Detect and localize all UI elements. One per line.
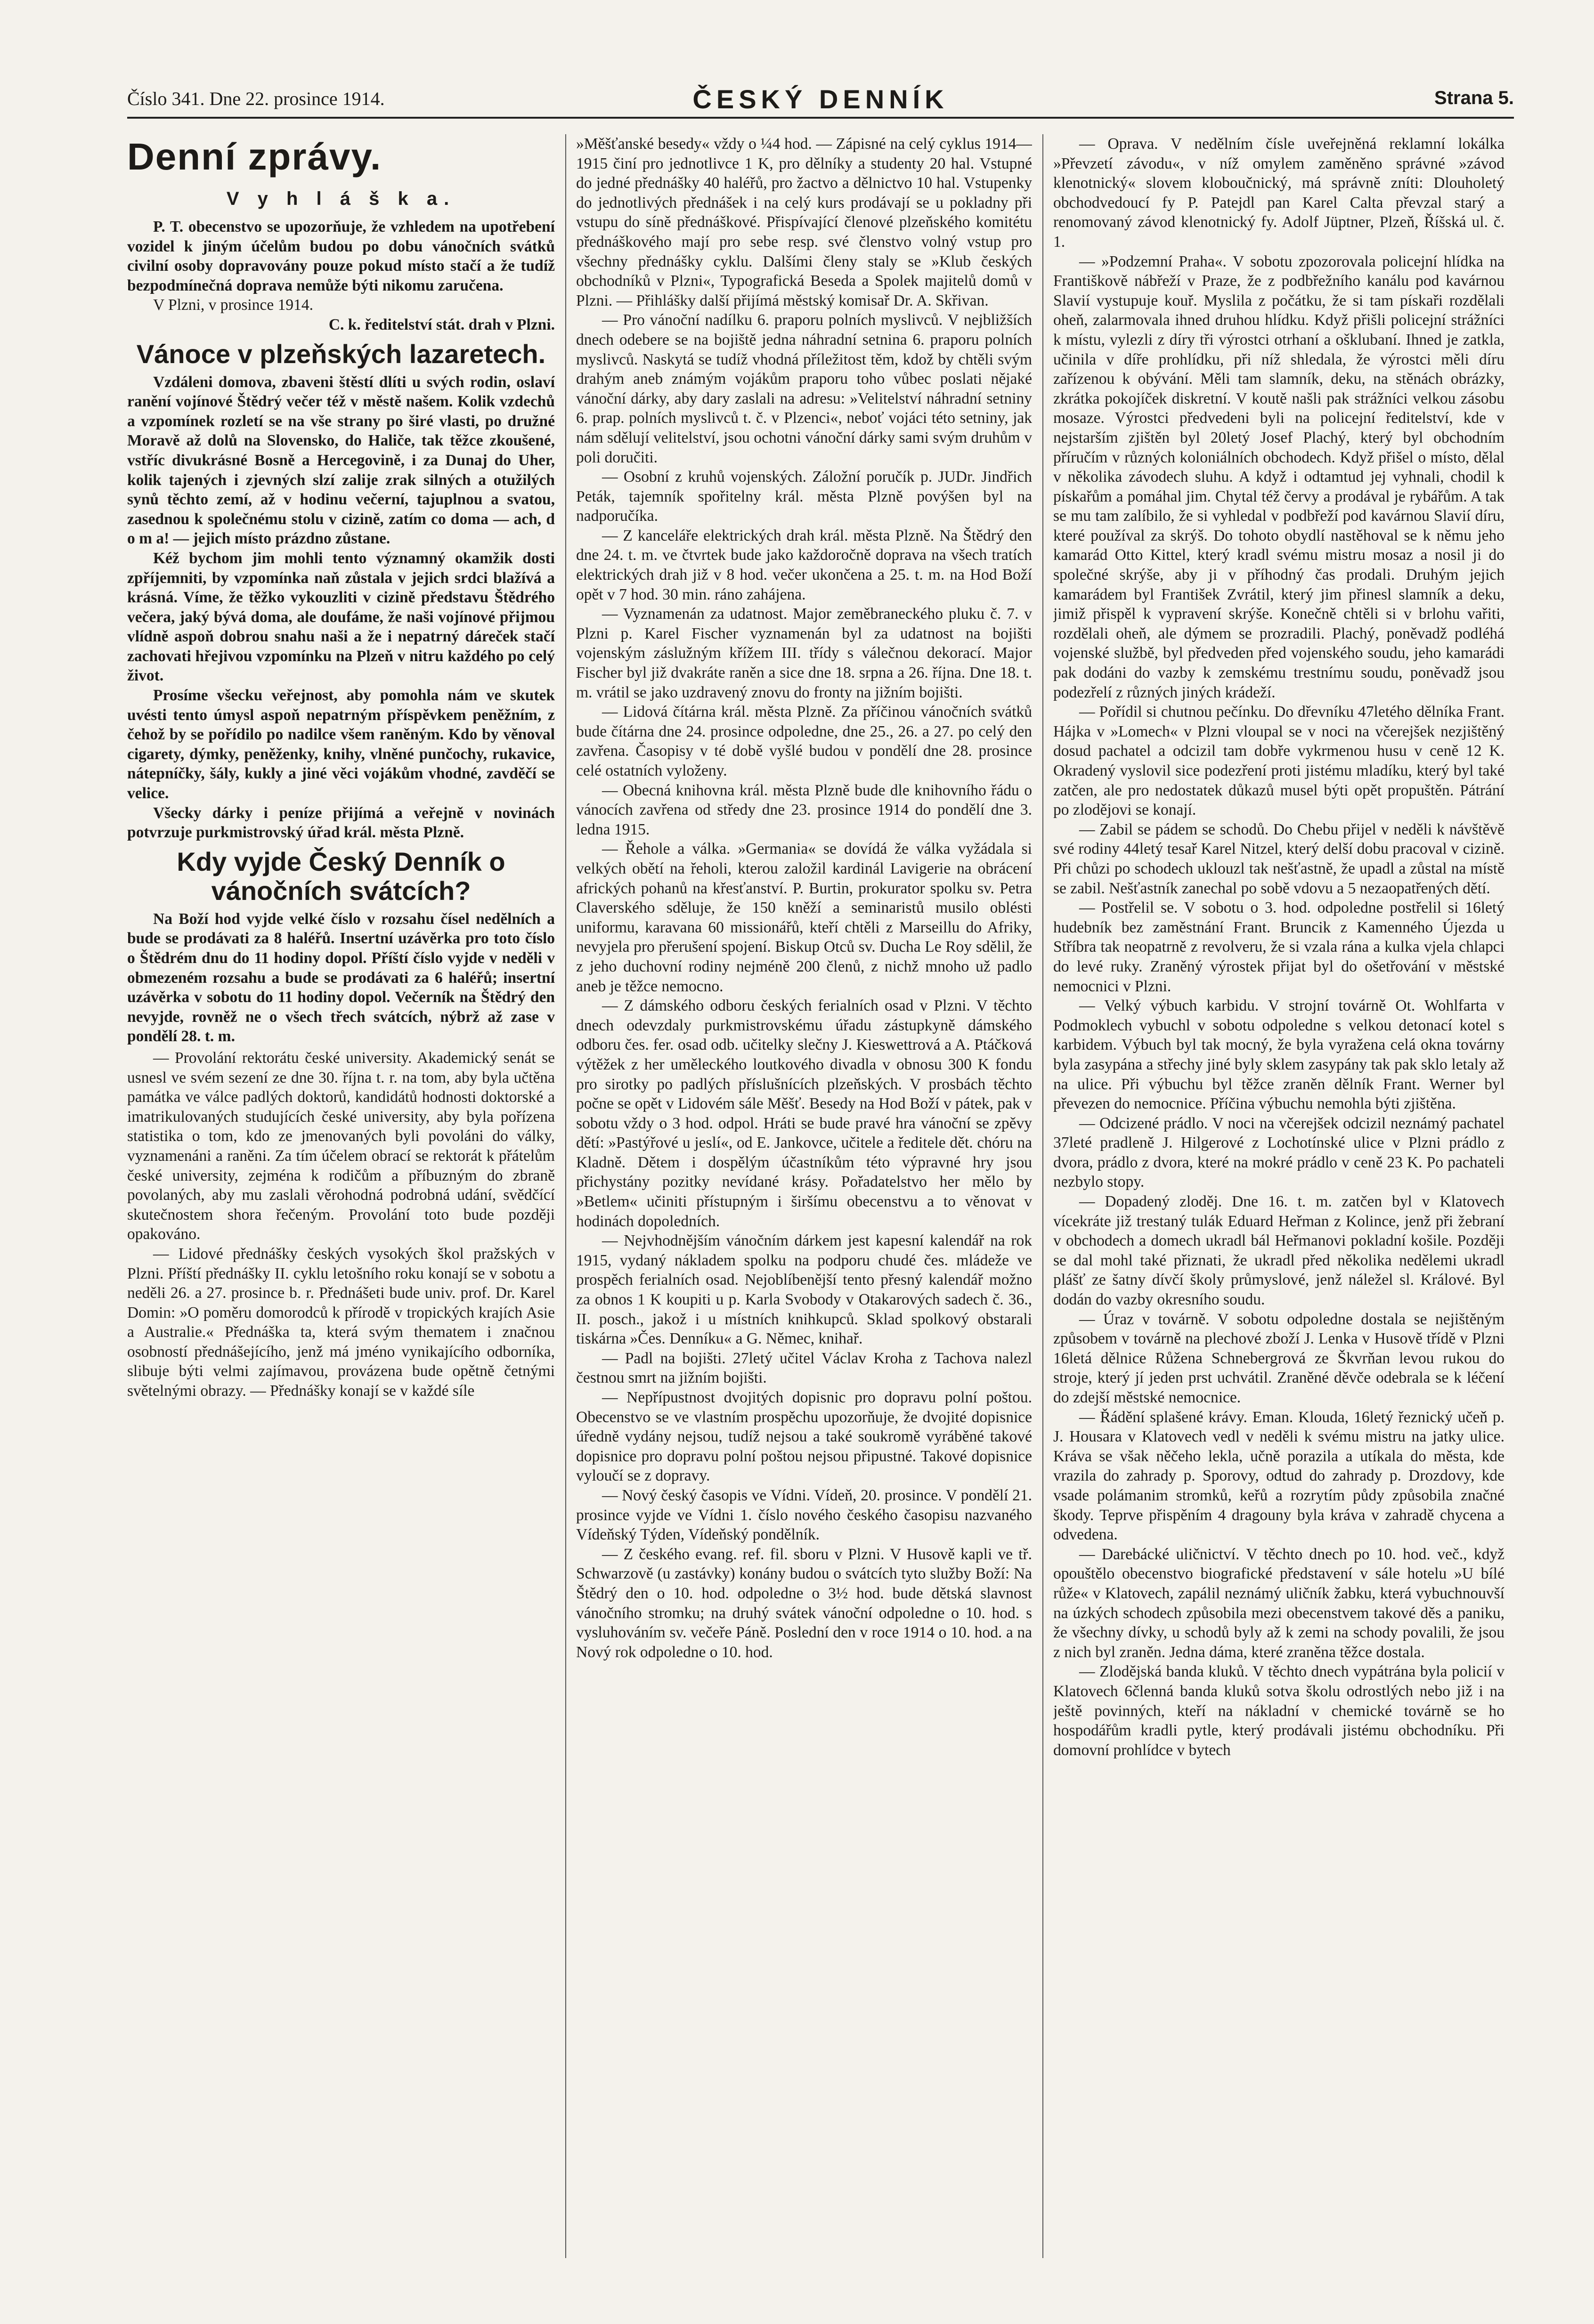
kdy-vyjde-title: Kdy vyjde Český Denník o vánočních svátcích? xyxy=(177,846,505,906)
article-kancelare: — Z kanceláře elektrických drah král. města Plzně. Na Štědrý den dne 24. t. m. ve čtvrtek bude jako každoročně doprava na všech tratích elektrických drah již v 8 hod. večer ukončena a 25. t. m. na Hod Boží opět v 7 hod. 30 min. ráno zahájena. xyxy=(576,526,1032,603)
section-title: Denní zprávy. xyxy=(127,136,382,178)
article-neprípustnost: — Nepřípustnost dvojitých dopisnic pro dopravu polní poštou. Obecenstvo se ve vlastním prospěchu upozorňuje, že dvojité dopisnice úředně vydány nejsou, tudíž nejsou a také soukromě vyráběné takové dopisnice pro dopravu polní poštou nejsou připustné. Takové dopisnice vyloučí se z dopravy. xyxy=(576,1389,1032,1485)
article-zlodejska: — Zlodějská banda kluků. V těchto dnech vypátrána byla policií v Klatovech 6členná banda kluků sotva školu odrostlých nebo již i na ještě povinných, kteří na nákladní v chemické továrně se ho hospodářům kradli pytle, který prodávali jistému obchodníku. Při domovní prohlídce v bytech xyxy=(1053,1663,1505,1759)
vyhlaska-place: V Plzni, v prosince 1914. xyxy=(153,296,313,314)
article-continuation: »Měšťanské besedy« vždy o ¼4 hod. — Zápisné na celý cyklus 1914—1915 činí pro jednotlivce 1 K, pro dělníky a studenty 20 hal. Vstupné do jedné přednášky 40 haléřů, pro žactvo a dělnictvo 10 hal. Vstupenky do jednotlivých přednášek i na celý kurs prodávají se u pokladny při vstupu do síně přednáškové. Přispívající členové plzeňského komitétu přednáškového mají pro sebe resp. své členstvo volný vstup pro všechny přednášky cyklu. Dalšími členy staly se »Klub českých obchodníků v Plzni«, Typografická Beseda a Spolek majitelů domů v Plzni. — Přihlášky další přijímá městský komisař Dr. A. Skřivan. xyxy=(576,135,1032,309)
column-3 xyxy=(1053,134,1505,2258)
column-divider xyxy=(1042,134,1043,2258)
article-dopadeny: — Dopadený zloděj. Dne 16. t. m. zatčen byl v Klatovech vícekráte již trestaný tulák Eduard Heřman z Kolince, jenž při žebraní v obchodech a domech ukradl bál Heřmanovi pokladní košile. Později se dal mohl také přiznati, že ukradl před několika nedělemi ukradl plášť ze šatny dívčí školy průmyslové, jenž náležel sl. Králové. Byl dodán do vazby okresního soudu. xyxy=(1053,1193,1505,1309)
article-nadilka: — Pro vánoční nadílku 6. praporu polních myslivců. V nejbližších dnech odebere se na bojiště jedna náhradní setnina 6. praporu polních myslivců. Naskytá se tudíž vhodná příležitost těm, kdož by chtěli svým drahým aneb známým vojákům praporu toho vůbec poslati nějaké vánoční dárky, aby dary zaslali na adresu: »Velitelství náhradní setniny 6. prap. polních myslivců t. č. v Plzenci«, neboť vojáci této setniny, jak nám sdělují velitelství, jsou ochotni vánoční dárky sami svým druhům v poli doručiti. xyxy=(576,311,1032,466)
article-postrelil: — Postřelil se. V sobotu o 3. hod. odpoledne postřelil si 16letý hudebník bez zaměstnání Frant. Bruncik z Kamenného Újezda u Stříbra tak neopatrně z revolveru, že si vzala rána a kulka vjela chlapci do levé ruky. Zraněný výrostek přijat byl do ošetřování v městské nemocnici v Plzni. xyxy=(1053,899,1505,995)
prednasky-article: — Lidové přednášky českých vysokých škol pražských v Plzni. Příští přednášky II. cyklu letošního roku konají se v sobotu a neděli 26. a 27. prosince b. r. Přednášeti bude univ. prof. Dr. Karel Domin: »O poměru domorodců k přírodě v tropických krajích Asie a Australie.« Přednáška ta, která svým thematem i značnou osobností přednášejícího, jenž má jméno vynikajícího odborníka, slibuje býti velmi zajímavou, provázena bude opětně četnými světelnými obrazy. — Přednášky konají se v každé síle xyxy=(127,1245,555,1400)
article-vybuch: — Velký výbuch karbidu. V strojní továrně Ot. Wohlfarta v Podmoklech vybuchl v sobotu odpoledne s velkou detonací kotel s karbidem. Výbuch byl tak mocný, že byla vyražena celá okna továrny byla zasypána a střechy jiné byly sklem zasypány tak pak sklo letaly až na ulice. Při výbuchu byl těžce zraněn dělník Frant. Werner byl převezen do nemocnice. Příčina výbuchu nemohla býti zjištěna. xyxy=(1053,997,1505,1113)
masthead-title: ČESKÝ DENNÍK xyxy=(692,84,949,114)
column-2 xyxy=(576,134,1032,2258)
article-radeni: — Řádění splašené krávy. Eman. Klouda, 16letý řeznický učeň p. J. Housara v Klatovech vedl v neděli k svému mistru na jatky ulice. Kráva se však něčeho lekla, učně porazila a utíkala do města, kde vrazila do zahrady p. Sporovy, odtud do zahrady p. Drozdovy, kde vsade polámanim stromků, keřů a rozrytím půdy způsobila značné škody. Teprve přispěním 4 dragouny byla kráva v zahradě chycena a odvedena. xyxy=(1053,1408,1505,1544)
article-rehole: — Řehole a válka. »Germania« se dovídá že válka vyžádala si velkých obětí na řeholi, kterou založil kardinál Lavigerie na obrácení afrických pohanů na křesťanství. P. Burtin, prokurator spolku sv. Petra Claverského sděluje, že 150 kněží a seminaristů musilo oblésti uniformu, karavana 60 missionářů, kteří chtěli z Marseillu do Afriky, nevyjela pro přerušení spojení. Biskup Otců sv. Ducha Le Roy sdělil, že z jeho duchovní rodiny nejméně 200 členů, z nichž mnoho už padlo aneb je těžce nemocno. xyxy=(576,840,1032,995)
article-podzemni: — »Podzemní Praha«. V sobotu zpozorovala policejní hlídka na Františkově nábřeží v Praze, že z podbřežního kanálu pod kavárnou Slavií vystupuje kouř. Myslila z počátku, že si tam pískaři rozdělali oheň, zalarmovala ihned druhou hlídku. Když přišli policejní strážníci k místu, vylezli z díry tři výrostci otrhaní a ošklubaní. Ihned je zatkla, učinila v díře prohlídku, při níž shledala, že výrostci měli díru zařízenou k obývání. Měli tam slamník, deku, na stěnách obrázky, zkrátka pokojíček diskretní. V koutě našli pak strážníci velkou zásobu mosaze. Výrostci předvedeni byli na policejní ředitelství, kde v nejstarším zjištěn byl 20letý Josef Plachý, který byl obchodním příručím v různých koloniálních obchodech. Když přišel o místo, dělal v několika závodech sluhu. A když i odtamtud jej vyhnali, chodil k pískařům a pomáhal jim. Chytal též červy a prodával je rybářům. A tak se mu tam zalíbilo, že si vyhledal v podbřeží pod kavárnou Slavií díru, které používal za skrýš. Do tohoto obydlí nastěhoval se k němu jeho kamarád Otto Kittel, který kradl svému mistru mosaz a nosil ji do společné skrýše, aby ji v příhodný čas prodali. Druhým jejich kamarádem byl František Zvrátil, který jim přinesl slamník a deku, jimiž přispěl k vypravení skrýše. Konečně chtěli si v brlohu vařiti, rozdělali oheň, ale dýmem se prozradili. Plachý, poněvadž podléhá vojenské službě, byl předveden před vojenského soudu, jeho kamarádi pak dodáni do vazby k zemskému trestnímu soudu, poněvadž jsou podezřelí z různých jiných krádeží. xyxy=(1053,252,1505,701)
page-header xyxy=(127,84,1514,119)
vanoce-paragraph: Prosíme všecku veřejnost, aby pomohla nám ve skutek uvésti tento úmysl aspoň nepatrným příspěvkem peněžním, z čehož by se pořídilo po nadilce všem raněným. Kdo by věnoval cigarety, dýmky, peněženky, knihy, vlněné punčochy, rukavice, nátepníčky, šály, kukly a jiné věci vojákům vhodné, zavděčí se velice. xyxy=(127,687,555,802)
column-1 xyxy=(127,134,555,2258)
kdy-vyjde-body: Na Boží hod vyjde velké číslo v rozsahu čísel nedělních a bude se prodávati za 8 haléřů. Insertní uzávěrka pro toto číslo o Štědrém dnu do 11 hodiny dopol. Příští číslo vyjde v neděli v obmezeném rozsahu a bude se prodávati za 6 haléřů; insertní uzávěrka v sobotu do 11 hodiny dopol. Večerník na Štědrý den nevyjde, rovněž ne o všech třech svátcích, nýbrž až zase v pondělí 28. t. m. xyxy=(127,910,555,1045)
article-poridil: — Pořídil si chutnou pečínku. Do dřevníku 47letého dělníka Frant. Hájka v »Lomech« v Plzni vloupal se v noci na včerejšek nezjištěný dosud pachatel a odcizil tam dobře vykrmenou husu v ceně 12 K. Okradený vyslovil sice podezření proti jistému mladíku, který byl také zatčen, ale pro nedostatek důkazů musel býti opět propuštěn. Pátrání po zlodějovi se konají. xyxy=(1053,703,1505,819)
vanoce-paragraph: Všecky dárky i peníze přijímá a veřejně v novinách potvrzuje purkmistrovský úřad král. města Plzně. xyxy=(127,804,555,842)
column-divider xyxy=(565,134,566,2258)
article-citarna: — Lidová čítárna král. města Plzně. Za příčinou vánočních svátků bude čítárna dne 24. prosince odpoledne, dne 25., 26. a 27. po celý den zavřena. Časopisy v té době vyšlé budou v pondělí dne 28. prosince celé ostatních vyloženy. xyxy=(576,703,1032,779)
article-uraz: — Úraz v továrně. V sobotu odpoledne dostala se nejištěným způsobem v továrně na plechové zboží J. Lenka v Husově třídě v Plzni 16letá dělnice Růžena Schnebergrová ze Škvrňan levou rukou do stroje, který jí jeden prst uchvátil. Zraněné děvče odebrala se k léčení do zdejší městské nemocnice. xyxy=(1053,1310,1505,1406)
provolani-article: — Provolání rektorátu české university. Akademický senát se usnesl ve svém sezení ze dne 30. října t. r. na tom, aby byla učtěna památka ve válce padlých doktorů, kandidátů hodnosti doktorské a imatrikulovaných studujících české university, aby byla pořízena statistika o tom, kdo ze jmenovaných byli povoláni do války, vyznamenáni a raněni. Za tím účelem obrací se rektorát k přátelům české university, zejména k rodičům a příbuzným do zbraně povolaných, aby mu zaslali věrohodná podrobná udání, svědčící skutečnostem shora řečeným. Provolání toto bude později opakováno. xyxy=(127,1049,555,1243)
article-knihovna: — Obecná knihovna král. města Plzně bude dle knihovního řádu o vánocích zavřena od středy dne 23. prosince 1914 do pondělí dne 3. ledna 1915. xyxy=(576,781,1032,838)
vyhlaska-body: P. T. obecenstvo se upozorňuje, že vzhledem na upotřebení vozidel k jiným účelům budou po dobu vánočních svátků civilní osoby dopravovány pouze pokud místo stačí a že tudíž bezpodmínečná doprava nemůže býti nikomu zaručena. xyxy=(127,218,555,294)
page-number: Strana 5. xyxy=(1434,88,1514,108)
article-evang: — Z českého evang. ref. fil. sboru v Plzni. V Husově kapli ve tř. Schwarzově (u zastávky) konány budou o svátcích tyto služby Boží: Na Štědrý den o 10. hod. odpoledne o 3½ hod. bude dětská slavnost vánočního stromku; na druhý svátek vánoční odpoledne o 10. hod. s vysluhováním sv. večeře Páně. Poslední den v roce 1914 o 10. hod. a na Nový rok odpoledne o 10. hod. xyxy=(576,1545,1032,1661)
article-padl: — Padl na bojišti. 27letý učitel Václav Kroha z Tachova nalezl čestnou smrt na jižním bojišti. xyxy=(576,1349,1032,1387)
vyhlaska-title: V y h l á š k a. xyxy=(226,188,456,209)
vanoce-paragraph: Kéž bychom jim mohli tento významný okamžik dosti zpříjemniti, by vzpomínka naň zůstala v jejich srdci blažívá a krásná. Víme, že těžko vykouzliti v cizině představu Štědrého večera, jaký bývá doma, ale doufáme, že naši vojínové přijmou vlídně aspoň dobrou snahu naši a že i nepatrný dáreček stačí zachovati hřejivou vzpomínku na Plzeň v nitru každého po celý život. xyxy=(127,549,555,685)
issue-date: Číslo 341. Dne 22. prosince 1914. xyxy=(127,88,385,109)
article-osobni: — Osobní z kruhů vojenských. Záložní poručík p. JUDr. Jindřich Peták, tajemník spořitelny král. města Plzně povýšen byl na nadporučíka. xyxy=(576,468,1032,525)
article-vyznamenan: — Vyznamenán za udatnost. Major zeměbraneckého pluku č. 7. v Plzni p. Karel Fischer vyznamenán byl za udatnost na bojišti vojenským záslužným křížem III. třídy s válečnou dekorací. Major Fischer byl již dvakráte raněn a sice dne 18. srpna a 26. října. Dne 18. t. m. vrátil se jako uzdravený znovu do fronty na jižním bojišti. xyxy=(576,605,1032,701)
vyhlaska-signature: C. k. ředitelství stát. drah v Plzni. xyxy=(328,316,555,333)
article-casopis: — Nový český časopis ve Vídni. Vídeň, 20. prosince. V pondělí 21. prosince vyjde ve Vídni 1. číslo nového českého časopisu nazvaného Vídeňský Týden, Vídeňský pondělník. xyxy=(576,1486,1032,1544)
article-darebacke: — Darebácké uličnictví. V těchto dnech po 10. hod. več., když opouštělo obecenstvo biografické představení v sále hotelu »U bílé růže« v Klatovech, zapálil neznámý uličník žabku, která vybuchnouvší na úzkých schodech způsobila mezi obecenstvem takové děs a paniku, že všechny dívky, u schodů byly až k zemi na schody povalili, že jsou z nich byl zraněn. Jedna dáma, které zraněna těžce dostala. xyxy=(1053,1545,1505,1661)
article-damskeho: — Z dámského odboru českých ferialních osad v Plzni. V těchto dnech odevzdaly purkmistrovskému úřadu zástupkyně dámského odboru čes. fer. osad odb. učitelky slečny J. Kieswettrová a A. Ptáčková výtěžek z her uměleckého loutkového divadla v obnosu 300 K fondu pro sirotky po padlých příslušnících plzeňských. V prosbách těchto počne se opět v Lidovém sále Měšť. Besedy na Hod Boží v pátek, pak v sobotu vždy o 3 hod. odpol. Hráti se bude pravé hra vánoční se zpěvy dětí: »Pastýřové u jeslí«, od E. Jankovce, učitele a ředitele dět. chóru na Kladně. Dětem i dospělým účastníkům této výpravné hry jsou přichystány pozitky nevídané krásy. Pořadatelstvo her mělo by »Betlem« učiniti přístupným i širšímu obecenstvu a to věnovat v hodinách dopoledních. xyxy=(576,997,1032,1230)
article-oprava: — Oprava. V nedělním čísle uveřejněná reklamní lokálka »Převzetí závodu«, v níž omylem zaměněno správné »závod klenotnický« slovem kloboučnický, má správně zníti: Dlouholetý obchodvedoucí fy P. Patejdl pan Karel Calta převzal starý a renomovaný závod klenotnický fy. Adolf Jüptner, Plzeň, Říšská ul. č. 1. xyxy=(1053,135,1505,251)
article-nejvhodnejsim: — Nejvhodnějším vánočním dárkem jest kapesní kalendář na rok 1915, vydaný nákladem spolku na podporu chudé čes. mládeže ve prospěch ferialních osad. Nejoblíbenější tento přesný kalendář možno za obnos 1 K koupiti u p. Karla Svobody v Otakarových sadech č. 36., II. posch., jakož i u místních knihkupců. Sklad spolkový obstarali tiskárna »Čes. Denníku« a G. Němec, knihař. xyxy=(576,1232,1032,1348)
article-zabil: — Zabil se pádem se schodů. Do Chebu přijel v neděli k návštěvě své rodiny 44letý tesař Karel Nitzel, který delší dobu pracoval v cizině. Při chůzi po schodech uklouzl tak nešťastně, že upadl a zůstal na místě se zabil. Nešťastník zanechal po sobě vdovu a 5 nezaopatřených dětí. xyxy=(1053,820,1505,897)
vanoce-title: Vánoce v plzeňských lazaretech. xyxy=(136,339,546,369)
vanoce-paragraph: Vzdáleni domova, zbaveni štěstí dlíti u svých rodin, oslaví ranění vojínové Štědrý večer též v městě našem. Kolik vzdechů a vzpomínek rozletí se na vše strany po širé vlasti, po družné Moravě až dolů na Slovensko, do Haliče, tak těžce zkoušené, vstříc divukrásné Bosně a Hercegovině, i za Dunaj do Uher, kolik tajených i zjevných slzí zalije zrak silných a otužilých synů těchto zemí, až v hodinu večerní, tajuplnou a svatou, zasednou k společnému stolu v cizině, zatím co doma — ach, d o m a! — jejich místo prázdno zůstane. xyxy=(127,373,555,548)
article-odcizene: — Odcizené prádlo. V noci na včerejšek odcizil neznámý pachatel 37leté pradleně J. Hilgerové z Lochotínské ulice v Plzni prádlo z dvora, prádlo z dvora, které na mokré prádlo v ceně 23 K. Po pachateli nezbylo stopy. xyxy=(1053,1114,1505,1191)
